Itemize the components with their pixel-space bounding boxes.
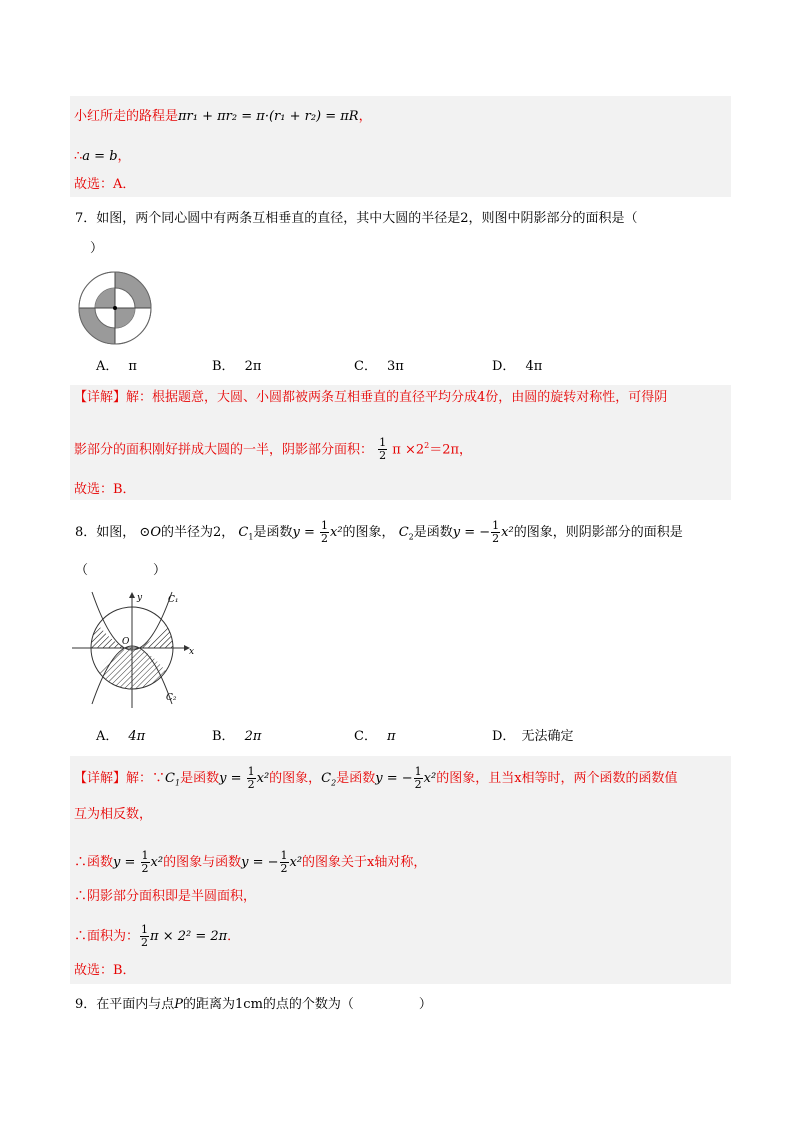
answer7-frac-den: 2 bbox=[379, 449, 387, 463]
q8-option-a-value: 4π bbox=[128, 729, 146, 744]
q8-text-b: 的半径为2， bbox=[160, 525, 235, 540]
q8-c2-sub: 2 bbox=[408, 532, 414, 542]
answer7-product: π ×2 bbox=[392, 442, 425, 458]
answer8-func2-frac: $\frac{1}{2}$ bbox=[414, 765, 422, 791]
answer8-text-c: 的图象， bbox=[269, 771, 322, 786]
q7-option-a[interactable] bbox=[96, 358, 137, 376]
q8-func1: y = bbox=[292, 525, 319, 540]
q7-option-c-label: C． bbox=[354, 359, 377, 374]
q8-fig-o-label: O bbox=[122, 637, 130, 647]
answer8-line2: 互为相反数， bbox=[74, 807, 153, 822]
q8-func1-x2: x² bbox=[329, 525, 343, 540]
answer8-tag: 【详解】 bbox=[74, 771, 127, 786]
q8-option-d[interactable] bbox=[492, 728, 573, 746]
answer8-l3-func2: y = − bbox=[241, 855, 279, 870]
q8-stem-line1 bbox=[75, 520, 683, 547]
answer6-line1 bbox=[74, 108, 372, 126]
answer8-text-e: 的图象，且当x相等时，两个函数的函数值 bbox=[436, 771, 678, 786]
answer8-line1 bbox=[74, 766, 678, 793]
answer6-line2 bbox=[74, 148, 131, 166]
q8-option-b[interactable] bbox=[212, 728, 261, 746]
q7-option-a-value: π bbox=[128, 359, 137, 374]
q7-option-b-label: B． bbox=[212, 359, 235, 374]
answer8-l3-x2b: x² bbox=[289, 855, 303, 870]
answer7-text2: 影部分的面积刚好拼成大圆的一半，阴影部分面积： bbox=[74, 442, 374, 458]
answer6-comma: ， bbox=[358, 109, 372, 124]
q7-option-d-label: D． bbox=[492, 359, 516, 374]
answer8-func1-frac: $\frac{1}{2}$ bbox=[247, 765, 255, 791]
q8-text-f: 的图象，则阴影部分的面积是 bbox=[513, 525, 683, 540]
answer-6-block bbox=[70, 96, 731, 197]
answer-7-block bbox=[70, 385, 731, 500]
q7-stem-line2: ） bbox=[90, 241, 104, 256]
q8-func1-den: 2 bbox=[320, 532, 328, 545]
q8-option-c[interactable] bbox=[354, 728, 396, 746]
q9-text-b: 的距离为1cm的点的个数为（ ） bbox=[183, 997, 432, 1012]
q8-func1-num: 1 bbox=[320, 519, 328, 532]
answer7-choice: 故选：B． bbox=[74, 482, 136, 497]
answer6-equality: a = b bbox=[82, 149, 118, 164]
answer8-because: 解：∵ bbox=[126, 771, 166, 786]
answer8-l3-frac1: $\frac{1}{2}$ bbox=[141, 849, 149, 875]
answer7-frac-num: 1 bbox=[379, 436, 387, 450]
q8-circle-o: ⊙O bbox=[139, 525, 161, 540]
q8-text-d: 的图象， bbox=[342, 525, 395, 540]
q8-text-e: 是函数 bbox=[413, 525, 453, 540]
answer6-choice: 故选：A． bbox=[74, 177, 136, 192]
q8-text-c: 是函数 bbox=[253, 525, 293, 540]
answer7-fraction bbox=[378, 437, 387, 462]
answer7-tag: 【详解】 bbox=[74, 390, 127, 405]
q8-func2-num: 1 bbox=[492, 519, 500, 532]
answer8-c1: $C_1$ bbox=[165, 771, 181, 788]
answer8-line4: ∴阴影部分面积即是半圆面积， bbox=[74, 889, 257, 904]
q7-option-c-value: 3π bbox=[386, 359, 404, 374]
answer7-text1: 解：根据题意，大圆、小圆都被两条互相垂直的直径平均分成4份，由圆的旋转对称性，可得阴 bbox=[126, 390, 668, 405]
q8-fig-x-label: x bbox=[189, 647, 195, 657]
q7-option-b-value: 2π bbox=[244, 359, 262, 374]
q7-option-d[interactable] bbox=[492, 358, 542, 376]
answer8-choice: 故选：B． bbox=[74, 963, 136, 978]
q8-c1: C bbox=[238, 525, 249, 540]
q7-stem-line1: 7．如图，两个同心圆中有两条互相垂直的直径，其中大圆的半径是2，则图中阴影部分的面积是（ bbox=[75, 211, 638, 226]
q8-c2: C bbox=[398, 525, 409, 540]
q7-concentric-circles-figure bbox=[77, 270, 153, 346]
q7-option-d-value: 4π bbox=[525, 359, 543, 374]
q8-c1-sub: 1 bbox=[248, 532, 254, 542]
answer8-func1: y = bbox=[219, 771, 246, 786]
answer8-text5: ∴面积为： bbox=[74, 929, 140, 944]
q8-option-c-label: C． bbox=[354, 729, 377, 744]
q8-fig-y-label: y bbox=[137, 593, 143, 603]
answer8-l3-x2a: x² bbox=[150, 855, 164, 870]
q8-option-b-value: 2π bbox=[244, 729, 262, 744]
q8-option-d-label: D． bbox=[492, 729, 516, 744]
therefore-symbol: ∴ bbox=[74, 149, 83, 164]
q8-stem-line2: （ ） bbox=[75, 563, 167, 578]
answer8-text-d: 是函数 bbox=[336, 771, 376, 786]
q8-option-b-label: B． bbox=[212, 729, 235, 744]
q8-fig-c1-label: C₁ bbox=[168, 595, 179, 605]
answer8-text-b: 是函数 bbox=[180, 771, 220, 786]
answer6-label: 小红所走的路程是 bbox=[74, 109, 179, 124]
answer7-exponent: 2 bbox=[424, 441, 430, 450]
q8-func2-x2: x² bbox=[501, 525, 514, 540]
q7-option-a-label: A． bbox=[96, 359, 119, 374]
q9-stem bbox=[75, 996, 432, 1014]
q8-func2: y = − bbox=[452, 525, 491, 540]
q8-fig-c2-label: C₂ bbox=[166, 693, 177, 703]
q9-text-a: 9．在平面内与点 bbox=[75, 997, 175, 1012]
q8-func2-frac bbox=[491, 520, 500, 545]
answer7-line1 bbox=[74, 389, 667, 407]
answer8-func2: y = − bbox=[375, 771, 413, 786]
answer8-c2: $C_2$ bbox=[321, 771, 337, 788]
q8-text-a: 8．如图， bbox=[75, 525, 136, 540]
answer8-text3b: 的图象与函数 bbox=[163, 855, 242, 870]
answer8-l3-frac2: $\frac{1}{2}$ bbox=[280, 849, 288, 875]
answer6-comma2: ， bbox=[117, 149, 131, 164]
answer8-func1-x2: x² bbox=[256, 771, 270, 786]
answer8-l5-end: ． bbox=[227, 929, 241, 944]
answer8-text3c: 的图象关于x轴对称， bbox=[302, 855, 427, 870]
answer8-line5 bbox=[74, 924, 240, 949]
q8-option-a-label: A． bbox=[96, 729, 119, 744]
q8-func2-den: 2 bbox=[492, 532, 500, 545]
q8-option-c-value: π bbox=[386, 729, 396, 744]
q7-option-b[interactable] bbox=[212, 358, 261, 376]
answer8-l5-math: π × 2² = 2π bbox=[150, 929, 228, 944]
q8-parabola-circle-figure bbox=[72, 588, 196, 710]
q7-option-c[interactable] bbox=[354, 358, 404, 376]
answer7-result: ＝2π， bbox=[429, 442, 473, 458]
answer8-l3-func1: y = bbox=[113, 855, 140, 870]
q8-option-d-value: 无法确定 bbox=[521, 729, 574, 744]
q9-point-p: P bbox=[174, 997, 184, 1012]
answer8-func2-x2: x² bbox=[423, 771, 437, 786]
q8-func1-frac bbox=[320, 520, 329, 545]
q8-option-a[interactable] bbox=[96, 728, 145, 746]
answer8-l5-frac: $\frac{1}{2}$ bbox=[141, 923, 149, 949]
answer8-line3 bbox=[74, 850, 426, 875]
answer6-path-formula: πr₁ + πr₂ = π·(r₁ + r₂) = πR bbox=[178, 109, 359, 124]
answer7-line2 bbox=[74, 437, 472, 462]
answer-8-block bbox=[70, 756, 731, 984]
answer8-text3a: ∴函数 bbox=[74, 855, 114, 870]
